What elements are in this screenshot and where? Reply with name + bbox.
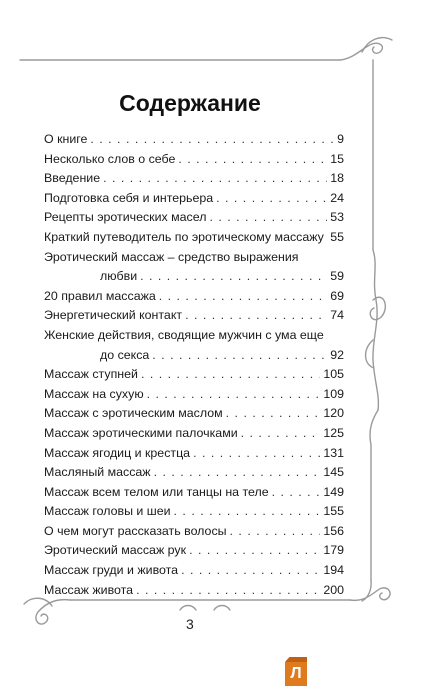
dot-leader [174,502,321,522]
toc-entry-page: 55 [330,229,344,244]
toc-entry-label: Краткий путеводитель по эротическому массажу [44,229,324,244]
toc-entry-label: Энергетический контакт [44,308,183,323]
toc-entry-page: 109 [323,386,344,401]
toc-entry-page: 53 [330,210,344,225]
toc-entry [44,208,344,228]
toc-entry [44,189,344,209]
toc-entry-label: О чем могут рассказать волосы [44,523,227,538]
toc-entry [44,581,344,601]
toc-entry [44,444,344,464]
toc-entry-label: Подготовка себя и интерьера [44,190,214,205]
dot-leader [90,130,334,150]
dot-leader [178,150,327,170]
table-of-contents [44,130,344,600]
toc-entry-page: 120 [323,406,344,421]
toc-entry [44,502,344,522]
toc-entry [44,287,344,307]
toc-entry-page: 69 [330,288,344,303]
dot-leader [193,444,320,464]
toc-entry-label: Массаж груди и живота [44,563,179,578]
toc-entry [44,306,344,326]
toc-entry [44,248,344,287]
toc-entry-page: 105 [323,367,344,382]
toc-entry-page: 156 [323,523,344,538]
toc-entry-label: Женские действия, сводящие мужчин с ума еще [44,327,324,342]
toc-entry [44,483,344,503]
toc-entry-label: Несколько слов о себе [44,151,176,166]
toc-entry-label: Эротический массаж – средство выражения [44,249,299,264]
toc-entry-page: 194 [323,563,344,578]
toc-entry-page: 125 [323,425,344,440]
toc-entry-label: Массаж на сухую [44,386,144,401]
toc-entry-page: 131 [323,445,344,460]
toc-entry-page: 149 [323,484,344,499]
dot-leader [141,365,320,385]
toc-entry-label: Массаж живота [44,582,134,597]
toc-entry [44,130,344,150]
toc-entry-page: 92 [330,347,344,362]
toc-entry-label: Рецепты эротических масел [44,210,207,225]
toc-entry-label: 20 правил массажа [44,288,156,303]
toc-entry-page: 15 [330,151,344,166]
toc-entry [44,326,344,365]
toc-entry [44,463,344,483]
toc-entry [44,385,344,405]
dot-leader [185,306,327,326]
page-number: 3 [186,616,194,632]
dot-leader [140,267,327,287]
dot-leader [230,522,321,542]
toc-entry-label: Массаж с эротическим маслом [44,406,223,421]
toc-entry-label: Массаж головы и шеи [44,504,171,519]
toc-entry-label: Масляный массаж [44,465,151,480]
dot-leader [189,541,320,561]
toc-entry [44,424,344,444]
toc-entry [44,404,344,424]
toc-entry-page: 18 [330,171,344,186]
dot-leader [226,404,321,424]
dot-leader [159,287,327,307]
toc-entry [44,150,344,170]
toc-entry-page: 145 [323,465,344,480]
toc-entry-page: 155 [323,504,344,519]
dot-leader [103,169,327,189]
toc-entry-label-continuation: до секса [100,347,150,362]
toc-entry-page: 9 [337,132,344,146]
page-title: Содержание [119,90,261,116]
dot-leader [181,561,320,581]
toc-entry-label: Массаж ступней [44,367,138,382]
dot-leader [147,385,321,405]
dot-leader [272,483,321,503]
toc-entry-page: 24 [330,190,344,205]
toc-entry-page: 179 [323,543,344,558]
toc-entry-page: 74 [330,308,344,323]
dot-leader [241,424,321,444]
toc-entry [44,169,344,189]
toc-entry-label-continuation: любви [100,269,138,284]
toc-entry [44,561,344,581]
toc-entry-label: Массаж всем телом или танцы на теле [44,484,269,499]
toc-entry-page: 200 [323,582,344,597]
publisher-logo: Л [285,662,307,686]
dot-leader [152,346,327,366]
dot-leader [136,581,320,601]
dot-leader [209,208,327,228]
toc-entry-label: Массаж ягодиц и крестца [44,445,191,460]
toc-entry-label: Массаж эротическими палочками [44,425,238,440]
toc-entry-page: 59 [330,269,344,284]
dot-leader [216,189,327,209]
toc-entry-label: О книге [44,132,88,146]
toc-entry-label: Эротический массаж рук [44,543,187,558]
toc-entry-label: Введение [44,171,101,186]
dot-leader [154,463,321,483]
toc-entry [44,541,344,561]
toc-entry [44,522,344,542]
toc-entry [44,228,344,248]
toc-entry [44,365,344,385]
